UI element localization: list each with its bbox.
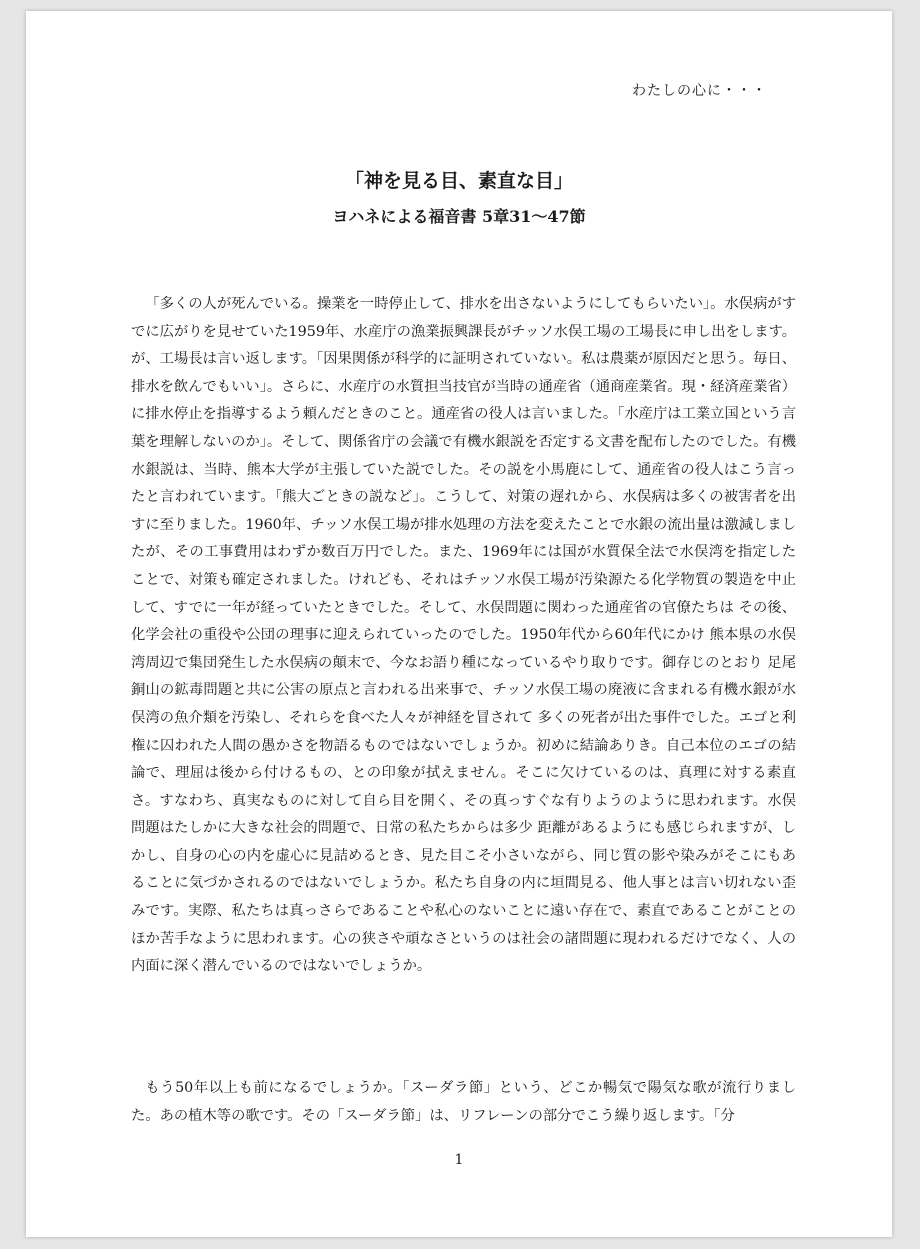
body-paragraph-1: 「多くの人が死んでいる。操業を一時停止して、排水を出さないようにしてもらいたい」。水俣病がすでに広がりを見せていた1959年、水産庁の漁業振興課長がチッソ水俣工場の工場長に申し出をします。が、工場長は言い返します。「因果関係が科学的に証明されていない。私は農薬が原因だと思う。毎日、排水を飲んでもいい」。さらに、水産庁の水質担当技官が当時の通産省（通商産業省。現・経済産業省）に排水停止を指導するよう頼んだときのこと。通産省の役人は言いました。「水産庁は工業立国という言葉を理解しないのか」。そして、関係省庁の会議で有機水銀説を否定する文書を配布したのでした。有機水銀説は、当時、熊本大学が主張していた説でした。その説を小馬鹿にして、通産省の役人はこう言ったと言われています。「熊大ごときの説など」。こうして、対策の遅れから、水俣病は多くの被害者を出すに至りました。1960年、チッソ水俣工場が排水処理の方法を変えたことで水銀の流出量は激減しましたが、その工事費用はわずか数百万円でした。また、1969年には国が水質保全法で水俣湾を指定したことで、対策も確定されました。けれども、それはチッソ水俣工場が汚染源たる化学物質の製造を中止して、すでに一年が経っていたときでした。そして、水俣問題に関わった通産省の官僚たちは その後、化学会社の重役や公団の理事に迎えられていったのでした。1950年代から60年代にかけ 熊本県の水俣湾周辺で集団発生した水俣病の顛末で、今なお語り種になっているやり取りです。御存じのとおり 足尾銅山の鉱毒問題と共に公害の原点と言われる出来事で、チッソ水俣工場の廃液に含まれる有機水銀が水俣湾の魚介類を汚染し、それらを食べた人々が神経を冒されて 多くの死者が出た事件でした。エゴと利権に囚われた人間の愚かさを物語るものではないでしょうか。初めに結論ありき。自己本位のエゴの結論で、理屈は後から付けるもの、との印象が拭えません。そこに欠けているのは、真理に対する素直さ。すなわち、真実なものに対して自ら目を開く、その真っすぐな有りようのように思われます。水俣問題はたしかに大きな社会的問題で、日常の私たちからは多少 距離があるようにも感じられますが、しかし、自身の心の内を虚心に見詰めるとき、見た目こそ小さいながら、同じ質の影や染みがそこにもあることに気づかされるのではないでしょうか。私たち自身の内に垣間見る、他人事とは言い切れない歪みです。実際、私たちは真っさらであることや私心のないことに遠い存在で、素直であることがことのほか苦手なように思われます。心の狭さや頑なさというのは社会の諸問題に現われるだけでなく、人の内面に深く潜んでいるのではないでしょうか。 [131,296,797,975]
running-header: わたしの心に・・・ [632,83,767,99]
body-paragraph-2: もう50年以上も前になるでしょうか。「スーダラ節」という、どこか暢気で陽気な歌が流行りました。あの植木等の歌です。その「スーダラ節」は、リフレーンの部分でこう繰り返します。「分 [131,1080,796,1124]
page-number: 1 [454,1152,464,1168]
scripture-reference: ヨハネによる福音書 5章31〜47節 [332,207,586,226]
document-page [26,11,892,1237]
sermon-title: 「神を見る目、素直な目」 [344,170,573,192]
